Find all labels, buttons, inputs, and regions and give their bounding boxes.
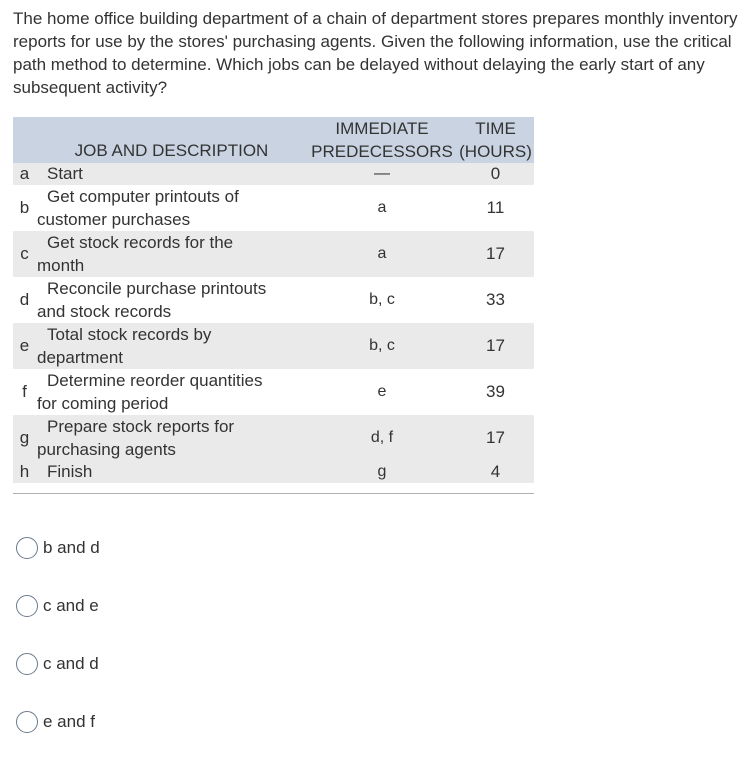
job-predecessors: d, f [370,429,394,446]
job-letter: e [19,336,30,355]
job-description-line1: Get computer printouts of [47,187,239,206]
option-e-and-f[interactable] [16,710,95,734]
job-time: 4 [490,462,501,481]
option-label: e and f [43,712,95,731]
job-description-line1: Prepare stock reports for [47,417,235,436]
option-label: b and d [43,538,100,557]
job-description-line2: purchasing agents [37,440,176,459]
radio-button[interactable] [16,653,38,675]
radio-button[interactable] [16,537,38,559]
question-text: The home office building department of a chain of department stores prepares monthly inventory reports for use by the stores' purchasing agents. Given the following information, use the critical path method to determine. Which jobs can be delayed without delaying the early start of any subsequent activity? [13,9,738,97]
job-description [36,277,307,323]
job-letter: d [19,290,30,309]
job-description-line1: Determine reorder quantities [47,371,263,390]
job-description-line2: and stock records [37,302,172,321]
option-label: c and e [43,596,99,615]
header-predecessors-time [307,117,534,163]
job-table [13,117,534,494]
job-predecessors: g [377,463,387,480]
job-description [36,323,307,369]
radio-button[interactable] [16,711,38,733]
job-time: 33 [486,290,505,309]
job-predecessors: b, c [369,337,395,354]
job-description-line2: month [37,256,85,275]
job-description: Start [47,164,83,183]
job-description-line1: Reconcile purchase printouts [47,279,267,298]
job-description-line2: department [37,348,123,367]
option-b-and-d[interactable] [16,536,100,560]
job-description-line1: Total stock records by [47,325,212,344]
job-letter: f [22,382,27,401]
table-divider [13,493,534,494]
job-predecessors: a [377,245,387,262]
job-predecessors: b, c [369,291,395,308]
table-row [13,461,534,483]
option-c-and-e[interactable] [16,594,99,618]
table-row [13,415,534,461]
job-time: 17 [486,244,505,263]
header-predecessors: IMMEDIATE PREDECESSORS [311,119,453,161]
job-time: 17 [486,428,505,447]
header-time: TIME (HOURS) [459,119,532,161]
job-description-line2: for coming period [37,394,169,413]
table-row [13,231,534,277]
option-label: c and d [43,654,99,673]
job-predecessors: a [377,199,387,216]
header-letter [13,117,36,163]
job-description [36,369,307,415]
header-description: JOB AND DESCRIPTION [74,141,269,160]
job-description-line1: Get stock records for the [47,233,234,252]
table-row [13,369,534,415]
job-description: Finish [47,462,93,481]
job-time: 11 [486,198,505,217]
option-c-and-d[interactable] [16,652,99,676]
job-letter: g [19,428,30,447]
table-row [13,163,534,185]
job-letter: c [20,244,29,263]
table-row [13,277,534,323]
table-row [13,323,534,369]
job-time: 17 [486,336,505,355]
radio-button[interactable] [16,595,38,617]
table-row [13,185,534,231]
table-header-row [13,117,534,163]
job-description [36,185,307,231]
job-description [36,415,307,461]
job-time: 0 [490,164,501,183]
job-description-line2: customer purchases [37,210,191,229]
job-letter: a [19,164,30,183]
job-time: 39 [486,382,505,401]
job-letter: b [19,198,30,217]
job-letter: h [19,462,30,481]
job-description [36,231,307,277]
job-predecessors: — [374,165,390,182]
job-predecessors: e [377,383,387,400]
